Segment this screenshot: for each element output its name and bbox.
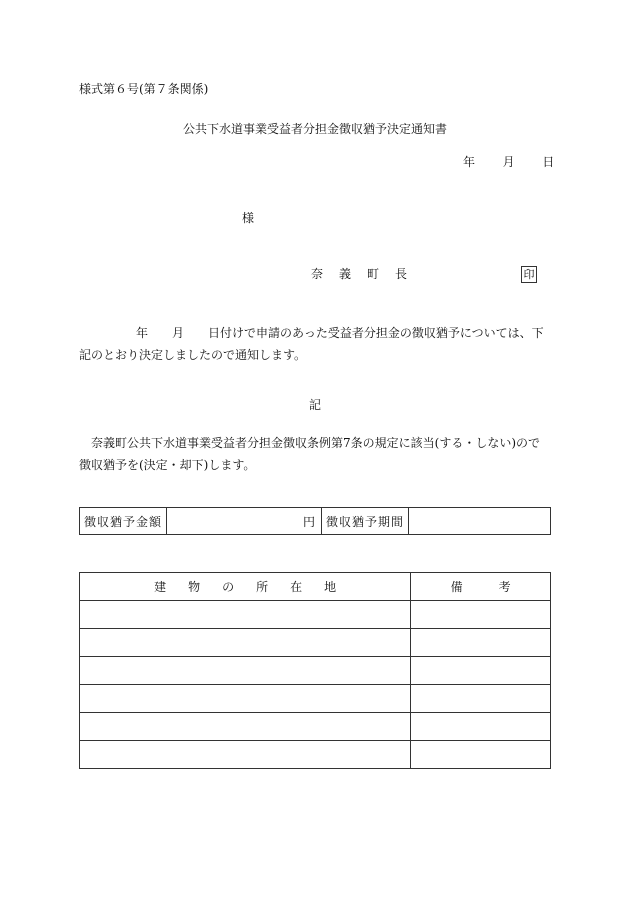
location-cell[interactable] [80, 629, 411, 657]
table-row [80, 741, 551, 769]
date-month: 月 [502, 155, 515, 169]
remarks-cell[interactable] [411, 657, 551, 685]
location-cell[interactable] [80, 741, 411, 769]
amount-unit: 円 [302, 514, 315, 529]
ki-heading: 記 [308, 398, 321, 412]
table-row [80, 629, 551, 657]
date-day: 日 [542, 155, 555, 169]
remarks-cell[interactable] [411, 741, 551, 769]
document-title: 公共下水道事業受益者分担金徴収猶予決定通知書 [182, 122, 447, 136]
form-id: 様式第６号(第７条関係) [79, 82, 209, 96]
table-row [80, 657, 551, 685]
amount-label: 徴収猶予金額 [80, 508, 167, 535]
remarks-cell[interactable] [411, 685, 551, 713]
remarks-cell[interactable] [411, 629, 551, 657]
period-label: 徴収猶予期間 [322, 508, 409, 535]
location-cell[interactable] [80, 685, 411, 713]
table-row [80, 713, 551, 741]
para-month: 月 [172, 326, 185, 340]
para-body: 日付けで申請のあった受益者分担金の徴収猶予については、下記のとおり決定しましたので通知します。 [79, 326, 544, 362]
building-table [79, 572, 551, 769]
location-cell[interactable] [80, 657, 411, 685]
location-cell[interactable] [80, 601, 411, 629]
para-year: 年 [136, 326, 149, 340]
remarks-cell[interactable] [411, 601, 551, 629]
decision-paragraph: 奈義町公共下水道事業受益者分担金徴収条例第7条の規定に該当(する・しない)ので徴収猶予を(決定・却下)します。 [79, 436, 541, 472]
remarks-cell[interactable] [411, 713, 551, 741]
addressee-suffix: 様 [242, 211, 255, 225]
table-row [80, 685, 551, 713]
date-year: 年 [463, 155, 476, 169]
remarks-header: 備 考 [411, 573, 551, 601]
deferral-table [79, 507, 551, 535]
table-row [80, 601, 551, 629]
seal-mark: 印 [521, 266, 537, 283]
sender-name: 奈 義 町 長 [311, 267, 410, 281]
location-cell[interactable] [80, 713, 411, 741]
location-header: 建 物 の 所 在 地 [80, 573, 411, 601]
period-cell[interactable] [409, 508, 551, 535]
amount-cell[interactable] [167, 508, 322, 535]
date-line [463, 155, 554, 170]
notice-paragraph [79, 322, 549, 366]
